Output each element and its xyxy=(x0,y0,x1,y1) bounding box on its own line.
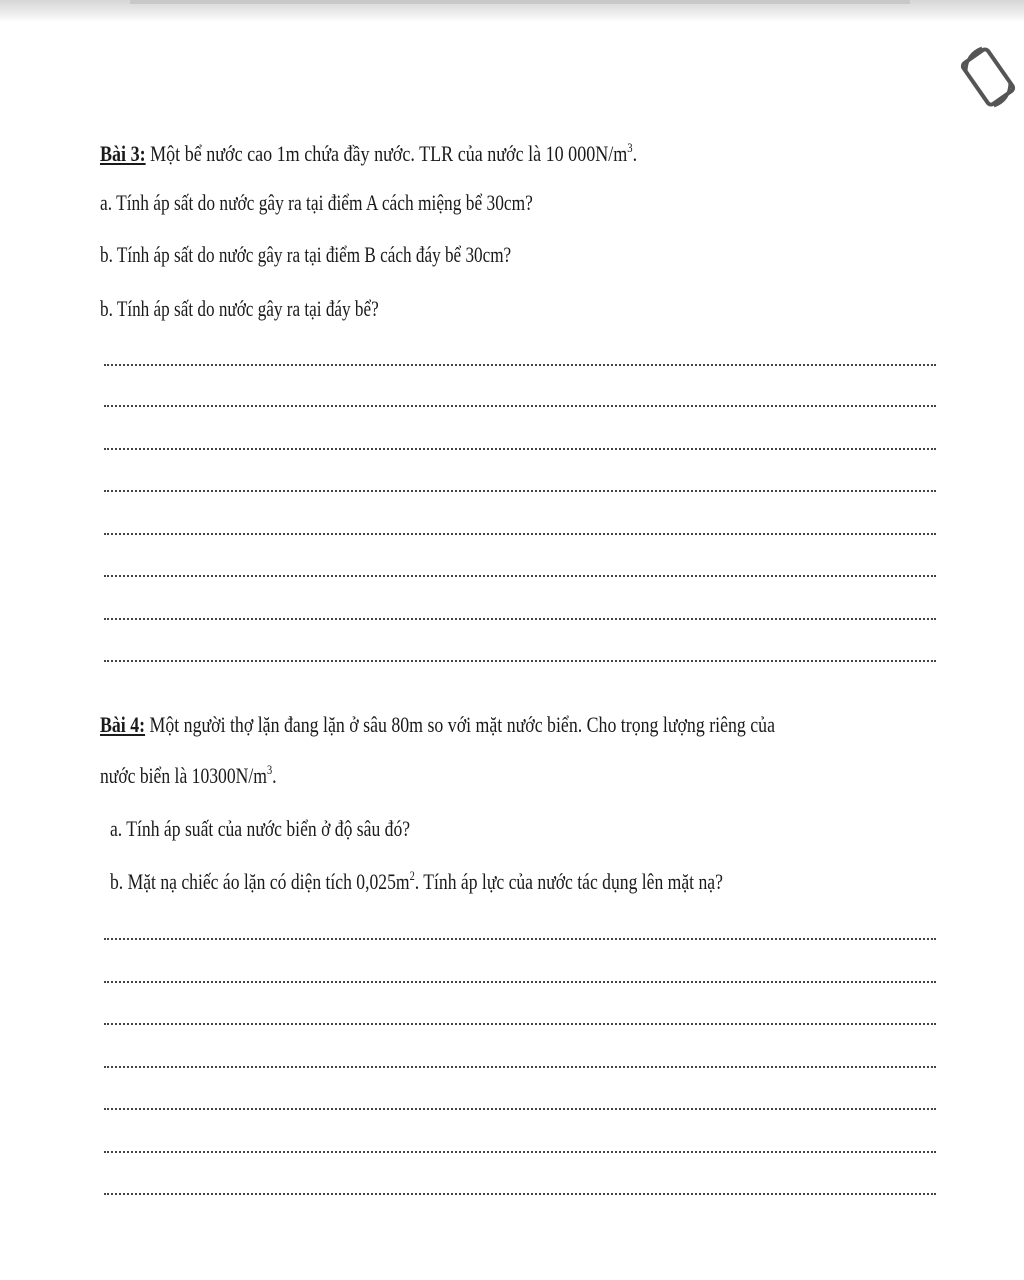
exercise4-text2-end: . xyxy=(272,763,277,788)
exercise4-question-b-pre: b. Mặt nạ chiếc áo lặn có diện tích 0,025m xyxy=(110,869,410,894)
answer-line[interactable] xyxy=(104,660,936,662)
exercise4-question-a: a. Tính áp suất của nước biển ở độ sâu đó? xyxy=(110,816,411,841)
answer-line[interactable] xyxy=(104,1066,936,1068)
exercise3-end: . xyxy=(632,141,638,166)
exercise4-question-b xyxy=(110,868,723,895)
exercise3-question-b: b. Tính áp sất do nước gây ra tại điểm B cách đáy bể 30cm? xyxy=(100,242,512,267)
exercise3-label: Bài 3: xyxy=(100,141,146,166)
exercise4-unit-sup: 3 xyxy=(266,762,273,777)
exercise3-question-a: a. Tính áp sất do nước gây ra tại điểm A cách miệng bể 30cm? xyxy=(100,190,533,215)
answer-line[interactable] xyxy=(104,1151,936,1153)
answer-line[interactable] xyxy=(104,405,936,407)
answer-line[interactable] xyxy=(104,1193,936,1195)
exercise4-text: Một người thợ lặn đang lặn ở sâu 80m so với mặt nước biển. Cho trọng lượng riêng của xyxy=(145,712,775,737)
exercise4-statement xyxy=(100,712,775,738)
answer-line[interactable] xyxy=(104,533,936,535)
answer-line[interactable] xyxy=(104,1023,936,1025)
exercise4-statement-line2 xyxy=(100,762,277,789)
exercise4-question-b-post: . Tính áp lực của nước tác dụng lên mặt nạ? xyxy=(414,869,723,894)
exercise4-text2: nước biển là 10300N/m xyxy=(100,763,267,788)
top-edge-line xyxy=(130,0,910,4)
answer-line[interactable] xyxy=(104,364,936,366)
rotate-screen-icon[interactable] xyxy=(960,42,1016,112)
answer-line[interactable] xyxy=(104,1108,936,1110)
answer-line[interactable] xyxy=(104,490,936,492)
answer-line[interactable] xyxy=(104,938,936,940)
exercise3-statement xyxy=(100,140,637,167)
exercise3-unit-sup: 3 xyxy=(627,140,633,155)
answer-line[interactable] xyxy=(104,981,936,983)
exercise4-area-sup: 2 xyxy=(409,868,415,883)
exercise3-question-c: b. Tính áp sất do nước gây ra tại đáy bể? xyxy=(100,296,379,321)
answer-line[interactable] xyxy=(104,618,936,620)
exercise4-label: Bài 4: xyxy=(100,712,146,737)
answer-line[interactable] xyxy=(104,448,936,450)
exercise3-text: Một bể nước cao 1m chứa đầy nước. TLR của nước là 10 000N/m xyxy=(145,141,628,166)
answer-line[interactable] xyxy=(104,575,936,577)
